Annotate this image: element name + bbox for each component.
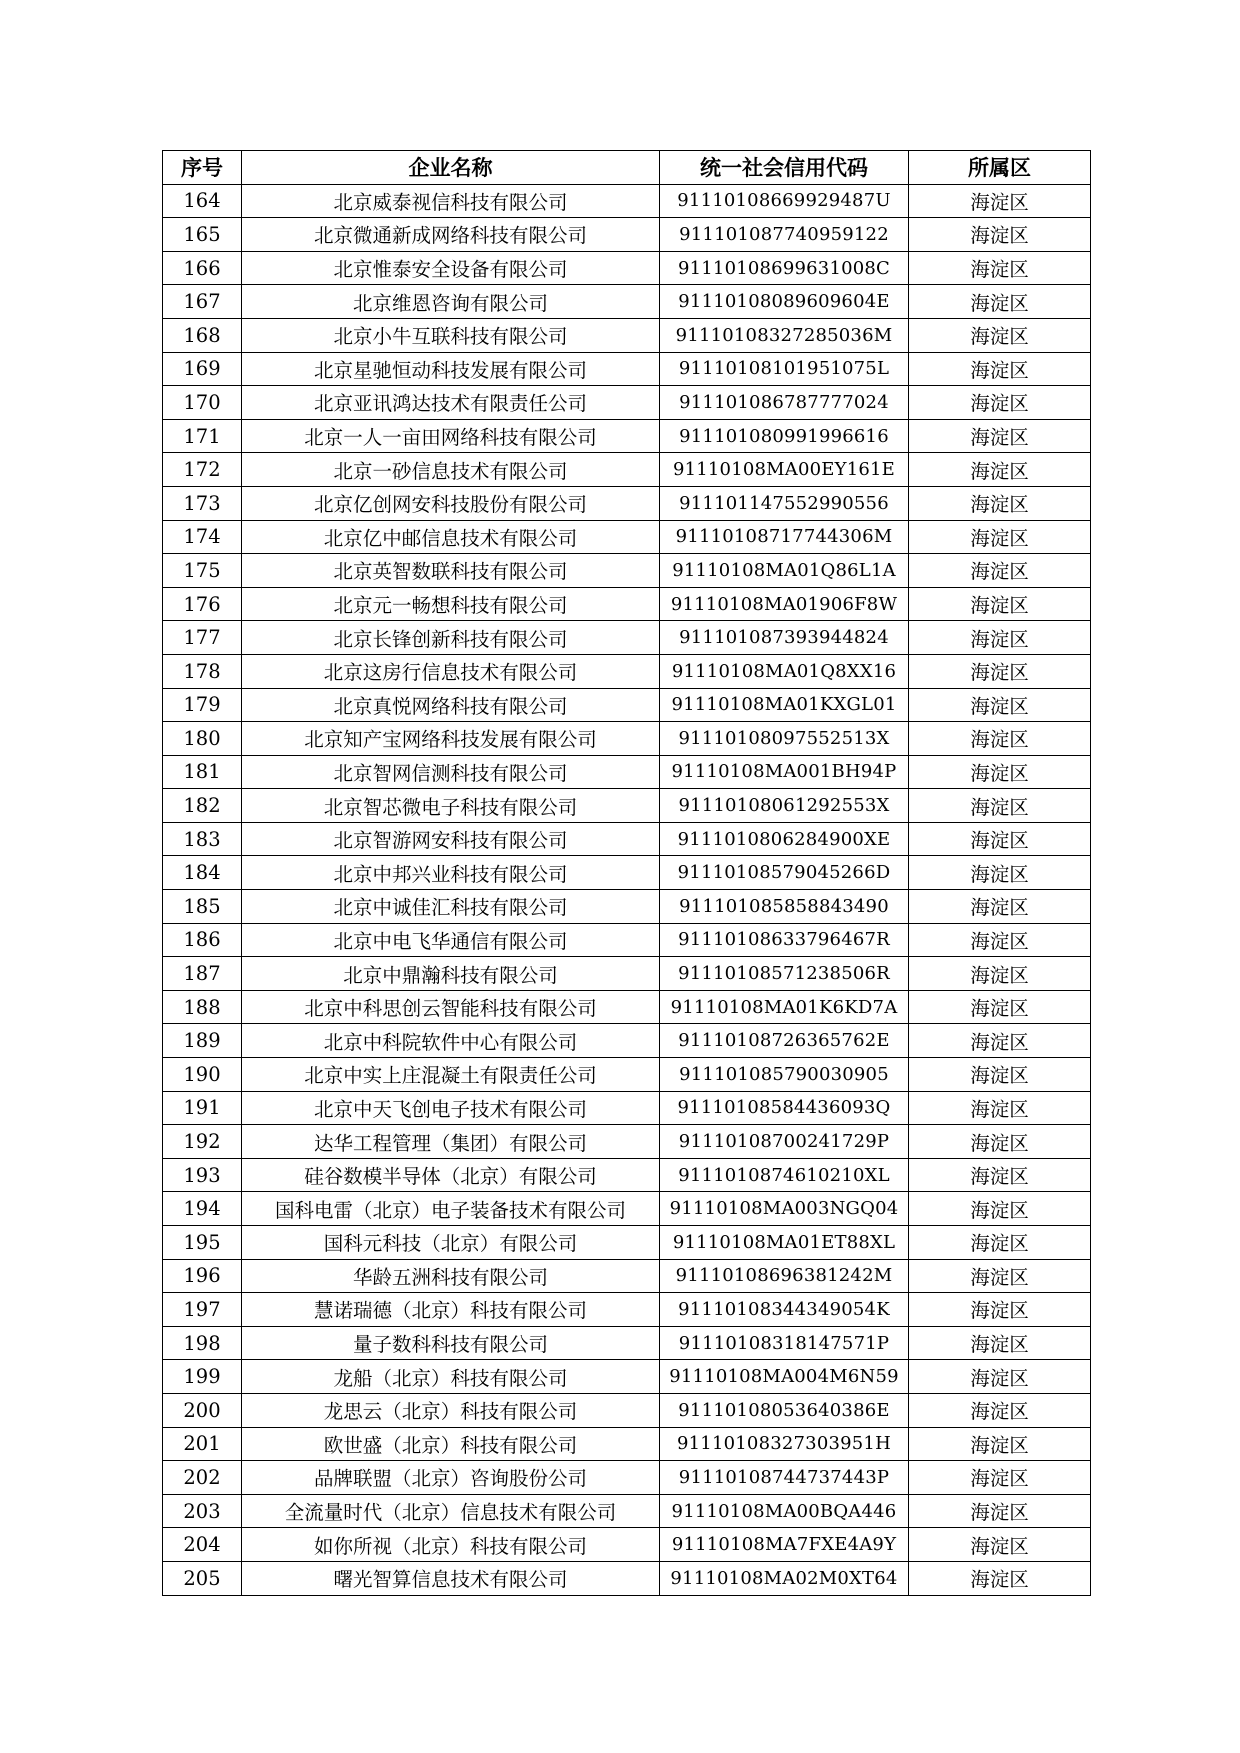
cell-company-name: 北京知产宝网络科技发展有限公司 xyxy=(242,722,660,756)
cell-district: 海淀区 xyxy=(909,1393,1091,1427)
cell-district: 海淀区 xyxy=(909,1192,1091,1226)
cell-index: 191 xyxy=(163,1091,242,1125)
cell-district: 海淀区 xyxy=(909,1494,1091,1528)
cell-company-name: 北京中科思创云智能科技有限公司 xyxy=(242,990,660,1024)
table-row xyxy=(163,1158,1091,1192)
cell-index: 201 xyxy=(163,1427,242,1461)
cell-index: 181 xyxy=(163,755,242,789)
cell-district: 海淀区 xyxy=(909,453,1091,487)
cell-district: 海淀区 xyxy=(909,1293,1091,1327)
table-row xyxy=(163,856,1091,890)
table-row xyxy=(163,990,1091,1024)
cell-district: 海淀区 xyxy=(909,789,1091,823)
cell-credit-code: 91110108061292553X xyxy=(660,789,909,823)
cell-company-name: 品牌联盟（北京）咨询股份公司 xyxy=(242,1461,660,1495)
table-row xyxy=(163,654,1091,688)
cell-credit-code: 91110108579045266D xyxy=(660,856,909,890)
cell-company-name: 北京智网信测科技有限公司 xyxy=(242,755,660,789)
enterprise-table xyxy=(162,150,1091,1596)
cell-district: 海淀区 xyxy=(909,1226,1091,1260)
cell-district: 海淀区 xyxy=(909,1326,1091,1360)
cell-index: 173 xyxy=(163,486,242,520)
cell-credit-code: 91110108327285036M xyxy=(660,318,909,352)
cell-credit-code: 91110108MA01KXGL01 xyxy=(660,688,909,722)
table-row xyxy=(163,1528,1091,1562)
cell-company-name: 北京小牛互联科技有限公司 xyxy=(242,318,660,352)
cell-index: 169 xyxy=(163,352,242,386)
cell-index: 168 xyxy=(163,318,242,352)
cell-credit-code: 91110108744737443P xyxy=(660,1461,909,1495)
cell-district: 海淀区 xyxy=(909,822,1091,856)
cell-district: 海淀区 xyxy=(909,1091,1091,1125)
table-row xyxy=(163,318,1091,352)
table-row xyxy=(163,184,1091,218)
table-row xyxy=(163,722,1091,756)
cell-district: 海淀区 xyxy=(909,621,1091,655)
cell-district: 海淀区 xyxy=(909,251,1091,285)
cell-credit-code: 91110108MA01906F8W xyxy=(660,587,909,621)
table-row xyxy=(163,1494,1091,1528)
cell-credit-code: 91110108089609604E xyxy=(660,285,909,319)
cell-district: 海淀区 xyxy=(909,1024,1091,1058)
cell-index: 175 xyxy=(163,554,242,588)
cell-credit-code: 91110108MA01Q86L1A xyxy=(660,554,909,588)
cell-district: 海淀区 xyxy=(909,722,1091,756)
cell-company-name: 华龄五洲科技有限公司 xyxy=(242,1259,660,1293)
cell-company-name: 北京中科院软件中心有限公司 xyxy=(242,1024,660,1058)
table-row xyxy=(163,957,1091,991)
table-row xyxy=(163,890,1091,924)
cell-index: 196 xyxy=(163,1259,242,1293)
cell-district: 海淀区 xyxy=(909,419,1091,453)
header-credit-code: 统一社会信用代码 xyxy=(660,151,909,185)
cell-index: 192 xyxy=(163,1125,242,1159)
table-row xyxy=(163,251,1091,285)
cell-index: 171 xyxy=(163,419,242,453)
table-body xyxy=(163,184,1091,1595)
cell-district: 海淀区 xyxy=(909,1360,1091,1394)
cell-district: 海淀区 xyxy=(909,990,1091,1024)
cell-credit-code: 911101085858843490 xyxy=(660,890,909,924)
cell-index: 165 xyxy=(163,218,242,252)
cell-index: 204 xyxy=(163,1528,242,1562)
cell-index: 184 xyxy=(163,856,242,890)
cell-company-name: 全流量时代（北京）信息技术有限公司 xyxy=(242,1494,660,1528)
cell-company-name: 北京这房行信息技术有限公司 xyxy=(242,654,660,688)
cell-credit-code: 91110108571238506R xyxy=(660,957,909,991)
cell-credit-code: 911101086787777024 xyxy=(660,386,909,420)
cell-company-name: 达华工程管理（集团）有限公司 xyxy=(242,1125,660,1159)
cell-district: 海淀区 xyxy=(909,486,1091,520)
table-row xyxy=(163,1125,1091,1159)
cell-credit-code: 91110108MA00BQA446 xyxy=(660,1494,909,1528)
cell-index: 205 xyxy=(163,1561,242,1595)
cell-index: 174 xyxy=(163,520,242,554)
table-row xyxy=(163,419,1091,453)
cell-credit-code: 91110108726365762E xyxy=(660,1024,909,1058)
cell-index: 200 xyxy=(163,1393,242,1427)
cell-index: 195 xyxy=(163,1226,242,1260)
cell-company-name: 北京中鼎瀚科技有限公司 xyxy=(242,957,660,991)
cell-company-name: 北京中电飞华通信有限公司 xyxy=(242,923,660,957)
cell-credit-code: 91110108097552513X xyxy=(660,722,909,756)
table-row xyxy=(163,1091,1091,1125)
cell-index: 166 xyxy=(163,251,242,285)
table-row xyxy=(163,1226,1091,1260)
cell-credit-code: 91110108MA01K6KD7A xyxy=(660,990,909,1024)
table-row xyxy=(163,755,1091,789)
cell-credit-code: 91110108700241729P xyxy=(660,1125,909,1159)
cell-company-name: 北京一人一亩田网络科技有限公司 xyxy=(242,419,660,453)
cell-credit-code: 91110108344349054K xyxy=(660,1293,909,1327)
cell-credit-code: 91110108633796467R xyxy=(660,923,909,957)
cell-index: 170 xyxy=(163,386,242,420)
cell-index: 197 xyxy=(163,1293,242,1327)
cell-credit-code: 91110108699631008C xyxy=(660,251,909,285)
cell-index: 189 xyxy=(163,1024,242,1058)
table-row xyxy=(163,923,1091,957)
cell-company-name: 曙光智算信息技术有限公司 xyxy=(242,1561,660,1595)
cell-index: 188 xyxy=(163,990,242,1024)
cell-credit-code: 91110108584436093Q xyxy=(660,1091,909,1125)
cell-company-name: 北京智游网安科技有限公司 xyxy=(242,822,660,856)
cell-company-name: 北京智芯微电子科技有限公司 xyxy=(242,789,660,823)
cell-index: 193 xyxy=(163,1158,242,1192)
cell-company-name: 如你所视（北京）科技有限公司 xyxy=(242,1528,660,1562)
cell-district: 海淀区 xyxy=(909,957,1091,991)
cell-company-name: 北京亿中邮信息技术有限公司 xyxy=(242,520,660,554)
cell-company-name: 慧诺瑞德（北京）科技有限公司 xyxy=(242,1293,660,1327)
cell-credit-code: 91110108696381242M xyxy=(660,1259,909,1293)
cell-index: 190 xyxy=(163,1058,242,1092)
cell-credit-code: 91110108MA02M0XT64 xyxy=(660,1561,909,1595)
cell-district: 海淀区 xyxy=(909,1259,1091,1293)
cell-credit-code: 91110108101951075L xyxy=(660,352,909,386)
cell-company-name: 硅谷数模半导体（北京）有限公司 xyxy=(242,1158,660,1192)
cell-index: 182 xyxy=(163,789,242,823)
cell-index: 177 xyxy=(163,621,242,655)
cell-district: 海淀区 xyxy=(909,1461,1091,1495)
cell-company-name: 国科元科技（北京）有限公司 xyxy=(242,1226,660,1260)
cell-district: 海淀区 xyxy=(909,386,1091,420)
cell-index: 176 xyxy=(163,587,242,621)
cell-index: 202 xyxy=(163,1461,242,1495)
cell-company-name: 北京星驰恒动科技发展有限公司 xyxy=(242,352,660,386)
table-row xyxy=(163,285,1091,319)
table-row xyxy=(163,1293,1091,1327)
cell-credit-code: 91110108717744306M xyxy=(660,520,909,554)
cell-credit-code: 9111010806284900XE xyxy=(660,822,909,856)
cell-company-name: 北京真悦网络科技有限公司 xyxy=(242,688,660,722)
table-row xyxy=(163,1427,1091,1461)
cell-credit-code: 91110108053640386E xyxy=(660,1393,909,1427)
cell-district: 海淀区 xyxy=(909,554,1091,588)
table-row xyxy=(163,1360,1091,1394)
cell-credit-code: 91110108MA001BH94P xyxy=(660,755,909,789)
table-row xyxy=(163,218,1091,252)
cell-index: 199 xyxy=(163,1360,242,1394)
cell-district: 海淀区 xyxy=(909,352,1091,386)
cell-district: 海淀区 xyxy=(909,890,1091,924)
table-row xyxy=(163,520,1091,554)
cell-district: 海淀区 xyxy=(909,755,1091,789)
table-row xyxy=(163,1024,1091,1058)
cell-district: 海淀区 xyxy=(909,184,1091,218)
cell-credit-code: 911101147552990556 xyxy=(660,486,909,520)
table-row xyxy=(163,688,1091,722)
table-row xyxy=(163,1561,1091,1595)
table-header xyxy=(163,151,1091,185)
table-row xyxy=(163,486,1091,520)
cell-credit-code: 91110108MA00EY161E xyxy=(660,453,909,487)
cell-company-name: 龙思云（北京）科技有限公司 xyxy=(242,1393,660,1427)
cell-credit-code: 9111010874610210XL xyxy=(660,1158,909,1192)
header-index: 序号 xyxy=(163,151,242,185)
table-row xyxy=(163,587,1091,621)
cell-credit-code: 91110108MA01ET88XL xyxy=(660,1226,909,1260)
table-row xyxy=(163,1058,1091,1092)
cell-company-name: 龙船（北京）科技有限公司 xyxy=(242,1360,660,1394)
header-district: 所属区 xyxy=(909,151,1091,185)
cell-district: 海淀区 xyxy=(909,318,1091,352)
cell-credit-code: 91110108MA004M6N59 xyxy=(660,1360,909,1394)
cell-credit-code: 91110108669929487U xyxy=(660,184,909,218)
cell-credit-code: 911101087393944824 xyxy=(660,621,909,655)
cell-district: 海淀区 xyxy=(909,1125,1091,1159)
cell-district: 海淀区 xyxy=(909,1058,1091,1092)
cell-credit-code: 911101080991996616 xyxy=(660,419,909,453)
cell-company-name: 北京维恩咨询有限公司 xyxy=(242,285,660,319)
cell-district: 海淀区 xyxy=(909,856,1091,890)
cell-index: 164 xyxy=(163,184,242,218)
cell-credit-code: 91110108MA01Q8XX16 xyxy=(660,654,909,688)
cell-index: 185 xyxy=(163,890,242,924)
table-row xyxy=(163,1259,1091,1293)
cell-index: 167 xyxy=(163,285,242,319)
table-row xyxy=(163,1192,1091,1226)
cell-district: 海淀区 xyxy=(909,1561,1091,1595)
cell-company-name: 北京中诚佳汇科技有限公司 xyxy=(242,890,660,924)
cell-district: 海淀区 xyxy=(909,285,1091,319)
cell-company-name: 北京中实上庄混凝土有限责任公司 xyxy=(242,1058,660,1092)
table-row xyxy=(163,554,1091,588)
cell-company-name: 北京威泰视信科技有限公司 xyxy=(242,184,660,218)
cell-district: 海淀区 xyxy=(909,1528,1091,1562)
cell-company-name: 北京中天飞创电子技术有限公司 xyxy=(242,1091,660,1125)
cell-district: 海淀区 xyxy=(909,654,1091,688)
header-row xyxy=(163,151,1091,185)
cell-company-name: 北京亚讯鸿达技术有限责任公司 xyxy=(242,386,660,420)
cell-index: 180 xyxy=(163,722,242,756)
cell-company-name: 北京中邦兴业科技有限公司 xyxy=(242,856,660,890)
table-row xyxy=(163,621,1091,655)
table-row xyxy=(163,822,1091,856)
cell-district: 海淀区 xyxy=(909,688,1091,722)
cell-company-name: 北京微通新成网络科技有限公司 xyxy=(242,218,660,252)
cell-index: 187 xyxy=(163,957,242,991)
cell-credit-code: 91110108MA003NGQ04 xyxy=(660,1192,909,1226)
cell-district: 海淀区 xyxy=(909,520,1091,554)
table-row xyxy=(163,453,1091,487)
table-row xyxy=(163,1326,1091,1360)
cell-credit-code: 911101087740959122 xyxy=(660,218,909,252)
table-row xyxy=(163,1393,1091,1427)
cell-company-name: 北京英智数联科技有限公司 xyxy=(242,554,660,588)
cell-company-name: 北京元一畅想科技有限公司 xyxy=(242,587,660,621)
table-row xyxy=(163,352,1091,386)
cell-credit-code: 91110108MA7FXE4A9Y xyxy=(660,1528,909,1562)
cell-company-name: 北京长锋创新科技有限公司 xyxy=(242,621,660,655)
cell-index: 198 xyxy=(163,1326,242,1360)
cell-index: 179 xyxy=(163,688,242,722)
table-row xyxy=(163,789,1091,823)
cell-company-name: 欧世盛（北京）科技有限公司 xyxy=(242,1427,660,1461)
table-row xyxy=(163,1461,1091,1495)
cell-district: 海淀区 xyxy=(909,1158,1091,1192)
cell-index: 186 xyxy=(163,923,242,957)
cell-company-name: 国科电雷（北京）电子装备技术有限公司 xyxy=(242,1192,660,1226)
cell-credit-code: 91110108327303951H xyxy=(660,1427,909,1461)
cell-district: 海淀区 xyxy=(909,923,1091,957)
cell-company-name: 北京一砂信息技术有限公司 xyxy=(242,453,660,487)
cell-company-name: 北京亿创网安科技股份有限公司 xyxy=(242,486,660,520)
cell-credit-code: 911101085790030905 xyxy=(660,1058,909,1092)
cell-district: 海淀区 xyxy=(909,587,1091,621)
header-company-name: 企业名称 xyxy=(242,151,660,185)
cell-index: 178 xyxy=(163,654,242,688)
table-row xyxy=(163,386,1091,420)
cell-company-name: 量子数科科技有限公司 xyxy=(242,1326,660,1360)
cell-index: 203 xyxy=(163,1494,242,1528)
cell-index: 172 xyxy=(163,453,242,487)
cell-index: 183 xyxy=(163,822,242,856)
cell-district: 海淀区 xyxy=(909,1427,1091,1461)
cell-district: 海淀区 xyxy=(909,218,1091,252)
cell-company-name: 北京惟泰安全设备有限公司 xyxy=(242,251,660,285)
cell-index: 194 xyxy=(163,1192,242,1226)
cell-credit-code: 91110108318147571P xyxy=(660,1326,909,1360)
